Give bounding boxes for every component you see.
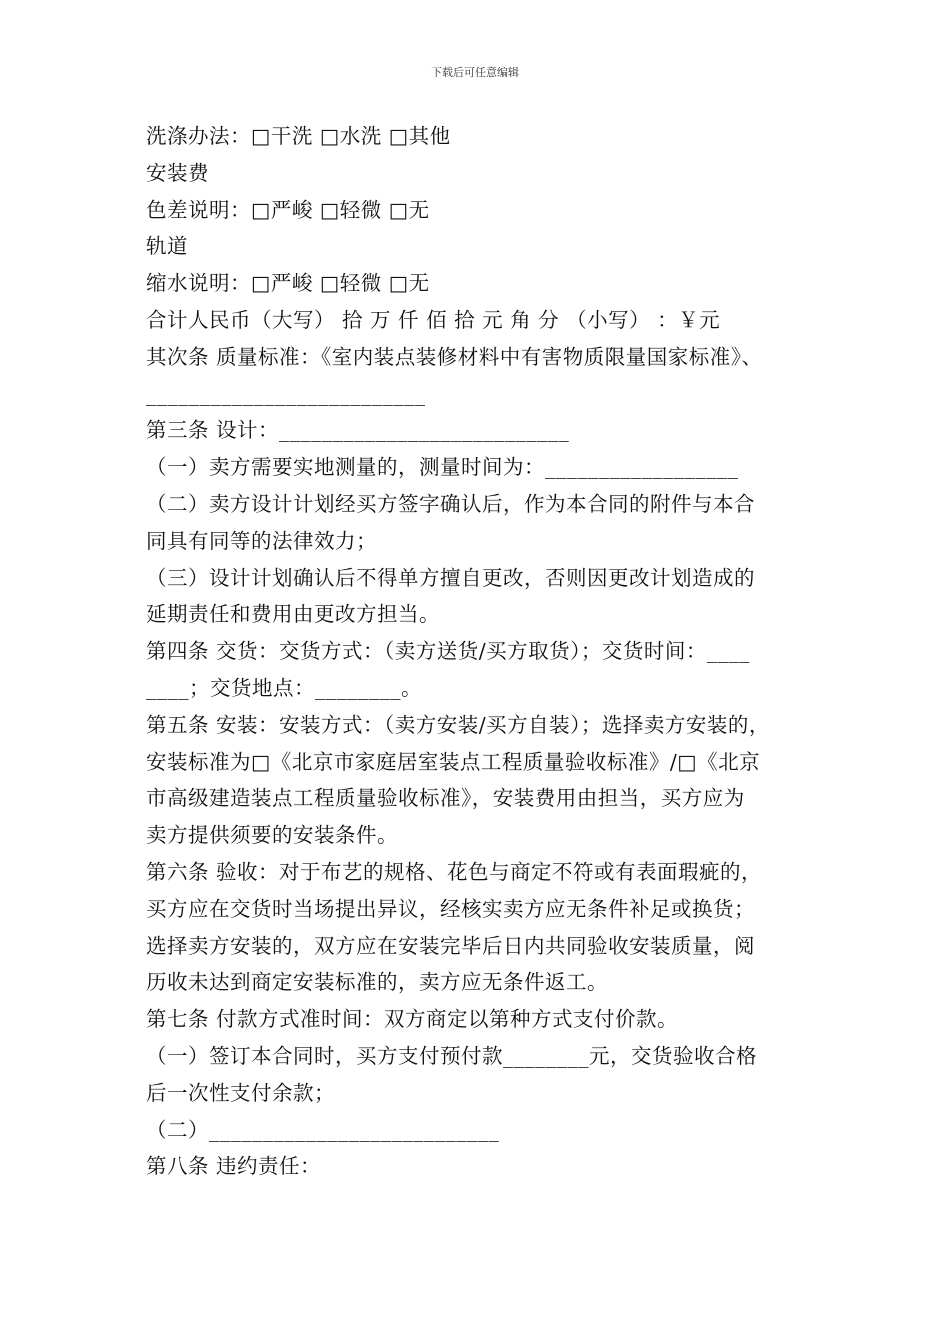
article-2-quality-standard: 其次条 质量标准：《室内装点装修材料中有害物质限量国家标准》、 xyxy=(146,344,763,369)
article-8-liability: 第八条 违约责任： xyxy=(146,1154,322,1179)
article-7-clause-1-cont: 后一次性支付余款； xyxy=(146,1080,335,1105)
quality-standard-blank: __________________________ xyxy=(146,381,426,406)
article-6-acceptance-cont-3: 历收未达到商定安装标准的，卖方应无条件返工。 xyxy=(146,970,608,995)
shrinkage-line: 缩水说明：□严峻 □轻微 □无 xyxy=(146,271,430,296)
article-3-clause-3-cont: 延期责任和费用由更改方担当。 xyxy=(146,602,440,627)
article-3-clause-2-cont: 同具有同等的法律效力； xyxy=(146,528,377,553)
article-4-delivery: 第四条 交货：交货方式：（卖方送货/买方取货）；交货时间：____ xyxy=(146,639,750,664)
total-amount-line: 合计人民币（大写） 拾 万 仟 佰 拾 元 角 分 （小写） ：￥元 xyxy=(146,307,721,332)
track-line: 轨道 xyxy=(146,234,188,259)
article-3-clause-1: （一）卖方需要实地测量的，测量时间为：__________________ xyxy=(146,455,739,480)
page-header: 下载后可任意编辑 xyxy=(431,66,519,79)
article-5-installation: 第五条 安装：安装方式：（卖方安装/买方自装）；选择卖方安装的， xyxy=(146,712,770,737)
color-difference-line: 色差说明：□严峻 □轻微 □无 xyxy=(146,197,430,222)
article-7-clause-2: （二）___________________________ xyxy=(146,1117,500,1142)
article-4-delivery-cont: ____；交货地点：________。 xyxy=(146,675,422,700)
article-5-installation-cont-2: 市高级建造装点工程质量验收标准》，安装费用由担当，买方应为 xyxy=(146,786,745,811)
article-5-installation-cont-1: 安装标准为□《北京市家庭居室装点工程质量验收标准》/□《北京 xyxy=(146,749,761,774)
article-6-acceptance-cont-2: 选择卖方安装的，双方应在安装完毕后日内共同验收安装质量，阅 xyxy=(146,933,755,958)
article-5-installation-cont-3: 卖方提供须要的安装条件。 xyxy=(146,823,398,848)
article-7-payment: 第七条 付款方式准时间：双方商定以第种方式支付价款。 xyxy=(146,1007,679,1032)
article-3-clause-2: （二）卖方设计计划经买方签字确认后，作为本合同的附件与本合 xyxy=(146,491,755,516)
washing-method-line: 洗涤办法：□干洗 □水洗 □其他 xyxy=(146,124,451,148)
article-7-clause-1: （一）签订本合同时，买方支付预付款________元，交货验收合格 xyxy=(146,1043,757,1068)
article-3-clause-3: （三）设计计划确认后不得单方擅自更改，否则因更改计划造成的 xyxy=(146,565,755,590)
article-3-design: 第三条 设计：___________________________ xyxy=(146,418,570,443)
article-6-acceptance: 第六条 验收：对于布艺的规格、花色与商定不符或有表面瑕疵的， xyxy=(146,859,763,884)
document-body xyxy=(146,118,816,1185)
article-6-acceptance-cont-1: 买方应在交货时当场提出异议，经核实卖方应无条件补足或换货； xyxy=(146,896,755,921)
installation-fee-line: 安装费 xyxy=(146,160,209,185)
